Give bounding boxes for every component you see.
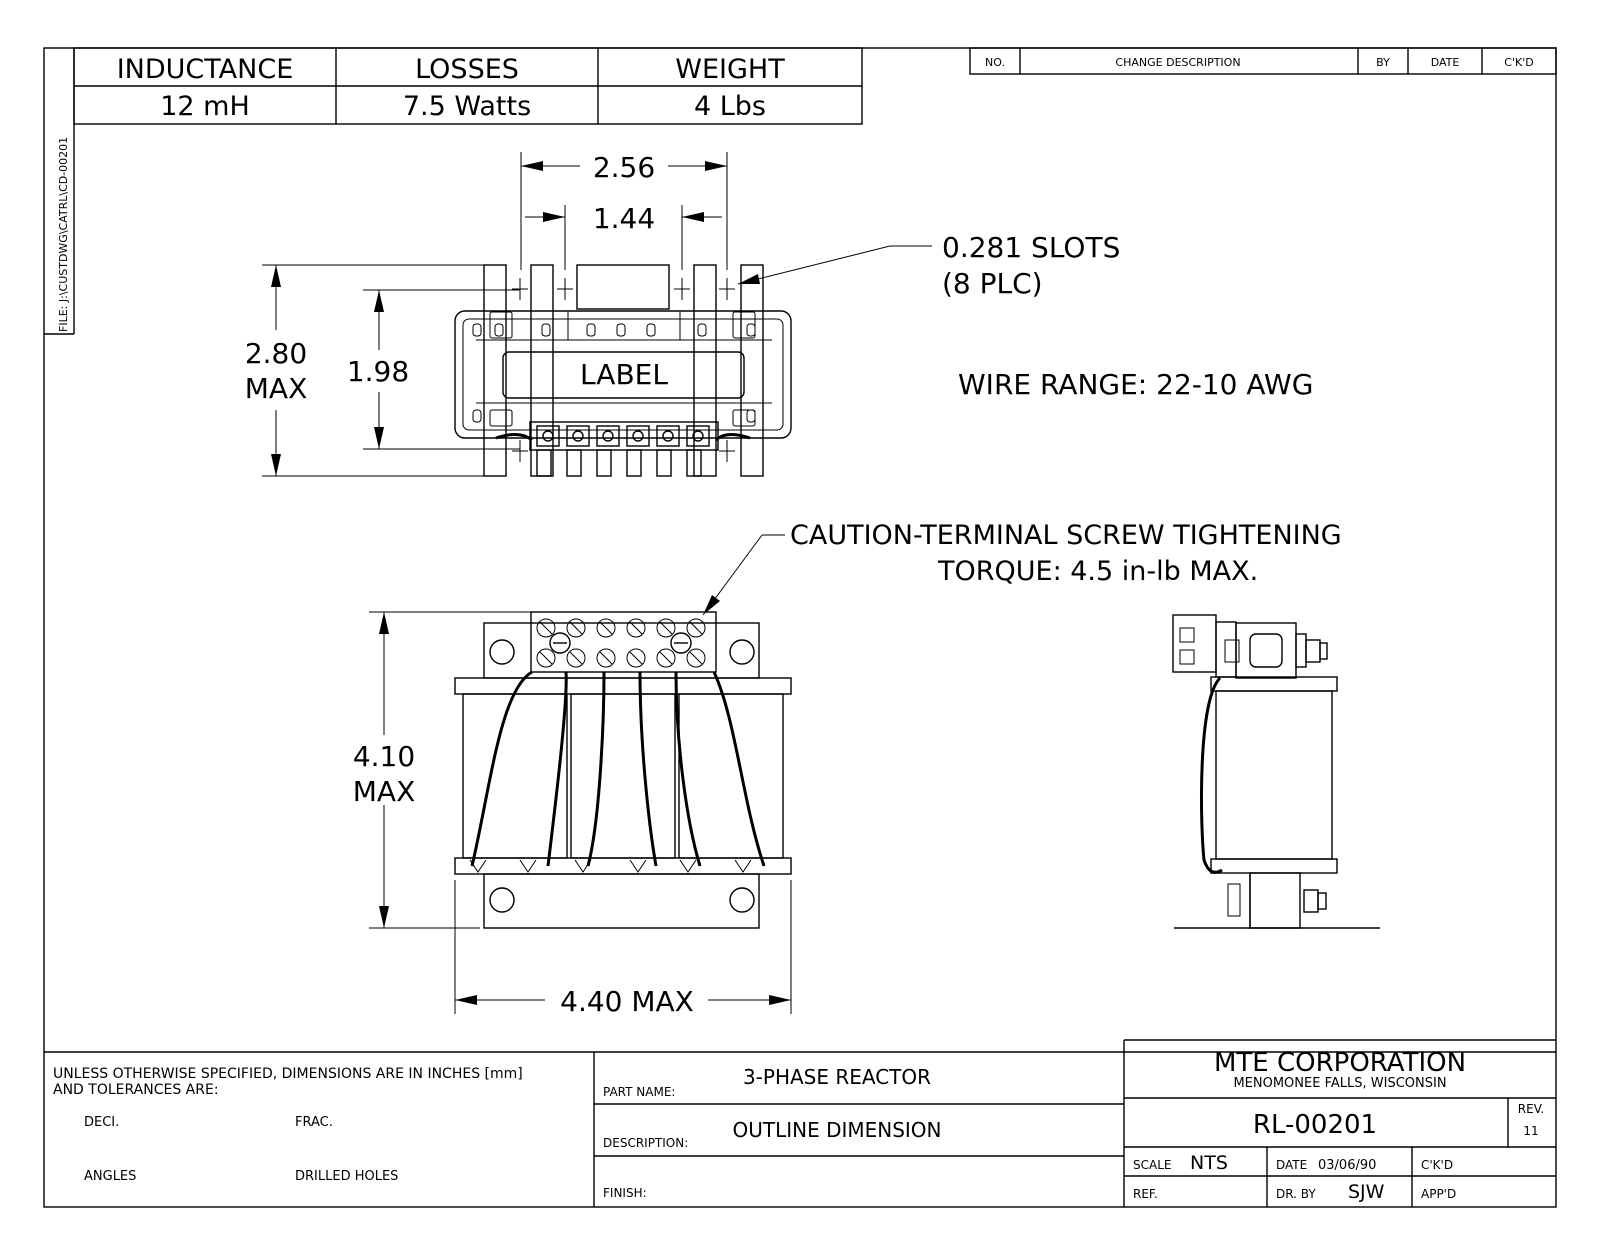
date-label: DATE: [1276, 1158, 1308, 1172]
deci-label: DECI.: [84, 1115, 120, 1130]
spec-header-losses: LOSSES: [415, 54, 519, 85]
description: OUTLINE DIMENSION: [732, 1118, 942, 1142]
frac-label: FRAC.: [295, 1115, 333, 1130]
finish-label: FINISH:: [603, 1186, 647, 1200]
spec-header-weight: WEIGHT: [675, 54, 785, 85]
top-view: [245, 151, 1314, 476]
angles-label: ANGLES: [84, 1169, 137, 1184]
label-plate-text: LABEL: [580, 358, 668, 391]
rev-col-description: CHANGE DESCRIPTION: [1115, 56, 1241, 69]
description-label: DESCRIPTION:: [603, 1136, 689, 1150]
rev-col-no: NO.: [985, 56, 1005, 69]
specs-table: [74, 48, 862, 124]
company-name: MTE CORPORATION: [1213, 1048, 1467, 1078]
wire-range-note: WIRE RANGE: 22-10 AWG: [958, 368, 1314, 401]
dim-front-width: 4.40 MAX: [560, 985, 694, 1018]
sheet-border: [44, 48, 1556, 1207]
dim-front-height-max: MAX: [352, 775, 416, 808]
revision-table: [970, 48, 1556, 74]
front-view: [353, 612, 791, 1018]
dim-height-max-label: MAX: [244, 372, 308, 405]
tolerance-note-line1: UNLESS OTHERWISE SPECIFIED, DIMENSIONS ARE IN INCHES [mm]: [53, 1066, 523, 1082]
rev-value: 11: [1523, 1124, 1539, 1138]
title-block: [44, 1040, 1556, 1207]
appd-label: APP'D: [1421, 1187, 1457, 1201]
rev-col-by: BY: [1376, 56, 1390, 69]
drawing-number: RL-00201: [1252, 1110, 1378, 1140]
spec-value-weight: 4 Lbs: [693, 91, 767, 122]
drilled-holes-label: DRILLED HOLES: [295, 1169, 399, 1184]
dim-overall-width: 2.56: [592, 151, 656, 184]
caution-line1: CAUTION-TERMINAL SCREW TIGHTENING: [790, 520, 1342, 551]
file-path: FILE: J:\CUSTDWG\CATRL\CD-00201: [57, 136, 70, 332]
dim-slot-spacing: 1.44: [592, 202, 656, 235]
slots-note-line1: 0.281 SLOTS: [942, 231, 1121, 264]
date-value: 03/06/90: [1318, 1158, 1377, 1173]
ckd-label: C'K'D: [1421, 1158, 1454, 1172]
spec-value-inductance: 12 mH: [160, 91, 250, 122]
drawn-by-value: SJW: [1348, 1181, 1385, 1203]
scale-label: SCALE: [1133, 1158, 1172, 1172]
drawn-by-label: DR. BY: [1276, 1187, 1316, 1201]
dim-front-height: 4.10: [352, 740, 416, 773]
dim-height-2-80: 2.80: [244, 337, 308, 370]
part-name: 3-PHASE REACTOR: [742, 1065, 932, 1089]
spec-value-losses: 7.5 Watts: [402, 91, 532, 122]
company-location: MENOMONEE FALLS, WISCONSIN: [1233, 1076, 1447, 1091]
slots-note-line2: (8 PLC): [942, 267, 1043, 300]
dim-mount-height: 1.98: [346, 355, 410, 388]
tolerance-note-line2: AND TOLERANCES ARE:: [53, 1082, 219, 1098]
rev-col-ckd: C'K'D: [1504, 56, 1534, 69]
rev-label: REV.: [1517, 1102, 1545, 1116]
scale-value: NTS: [1190, 1152, 1228, 1174]
spec-header-inductance: INDUCTANCE: [116, 54, 294, 85]
caution-line2: TORQUE: 4.5 in-lb MAX.: [938, 556, 1259, 587]
part-name-label: PART NAME:: [603, 1085, 676, 1099]
rev-col-date: DATE: [1430, 56, 1460, 69]
side-view: [1173, 615, 1380, 928]
ref-label: REF.: [1133, 1187, 1158, 1201]
